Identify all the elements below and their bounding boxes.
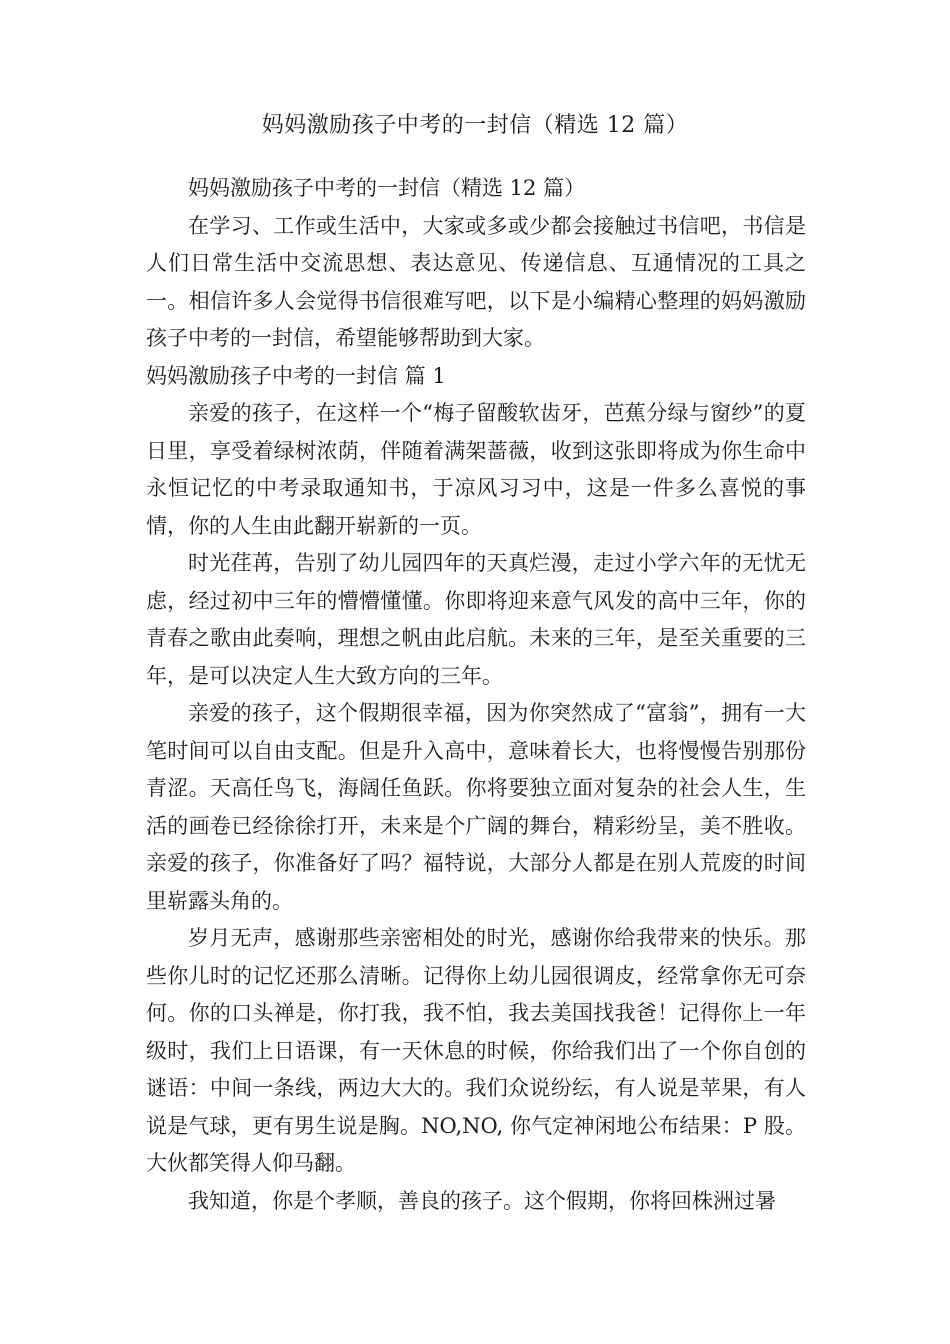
intro-paragraph: 在学习、工作或生活中，大家或多或少都会接触过书信吧，书信是人们日常生活中交流思想、表达意见、传递信息、互通情况的工具之一。相信许多人会觉得书信很难写吧，以下是小编精心整理的妈妈激励孩子中考的一封信，希望能够帮助到大家。 bbox=[146, 213, 806, 350]
letter-paragraph: 时光荏苒，告别了幼儿园四年的天真烂漫，走过小学六年的无忧无虑，经过初中三年的懵懵懂懂。你即将迎来意气风发的高中三年，你的青春之歌由此奏响，理想之帆由此启航。未来的三年，是至关重要的三年，是可以决定人生大致方向的三年。 bbox=[146, 551, 806, 688]
letter-paragraph: 岁月无声，感谢那些亲密相处的时光，感谢你给我带来的快乐。那些你儿时的记忆还那么清晰。记得你上幼儿园很调皮，经常拿你无可奈何。你的口头禅是，你打我，我不怕，我去美国找我爸！记得你上一年级时，我们上日语课，有一天休息的时候，你给我们出了一个你自创的谜语：中间一条线，两边大大的。我们众说纷纭，有人说是苹果，有人说是气球，更有男生说是胸。NO,NO, 你气定神闲地公布结果：P 股。大伙都笑得人仰马翻。 bbox=[146, 926, 806, 1175]
section-heading: 妈妈激励孩子中考的一封信 篇 1 bbox=[146, 363, 446, 388]
document-title: 妈妈激励孩子中考的一封信（精选 12 篇） bbox=[261, 113, 689, 138]
letter-paragraph: 我知道，你是个孝顺，善良的孩子。这个假期，你将回株洲过暑 bbox=[188, 1188, 776, 1213]
letter-paragraph: 亲爱的孩子，在这样一个“梅子留酸软齿牙，芭蕉分绿与窗纱”的夏日里，享受着绿树浓荫，伴随着满架蔷薇，收到这张即将成为你生命中永恒记忆的中考录取通知书，于凉风习习中，这是一件多么喜悦的事情，你的人生由此翻开崭新的一页。 bbox=[146, 401, 806, 538]
subtitle-paragraph: 妈妈激励孩子中考的一封信（精选 12 篇） bbox=[188, 176, 586, 200]
letter-paragraph: 亲爱的孩子，这个假期很幸福，因为你突然成了“富翁”，拥有一大笔时间可以自由支配。但是升入高中，意味着长大，也将慢慢告别那份青涩。天高任鸟飞，海阔任鱼跃。你将要独立面对复杂的社会人生，生活的画卷已经徐徐打开，未来是个广阔的舞台，精彩纷呈，美不胜收。亲爱的孩子，你准备好了吗？福特说，大部分人都是在别人荒废的时间里崭露头角的。 bbox=[146, 701, 806, 913]
document-body bbox=[146, 170, 806, 1220]
